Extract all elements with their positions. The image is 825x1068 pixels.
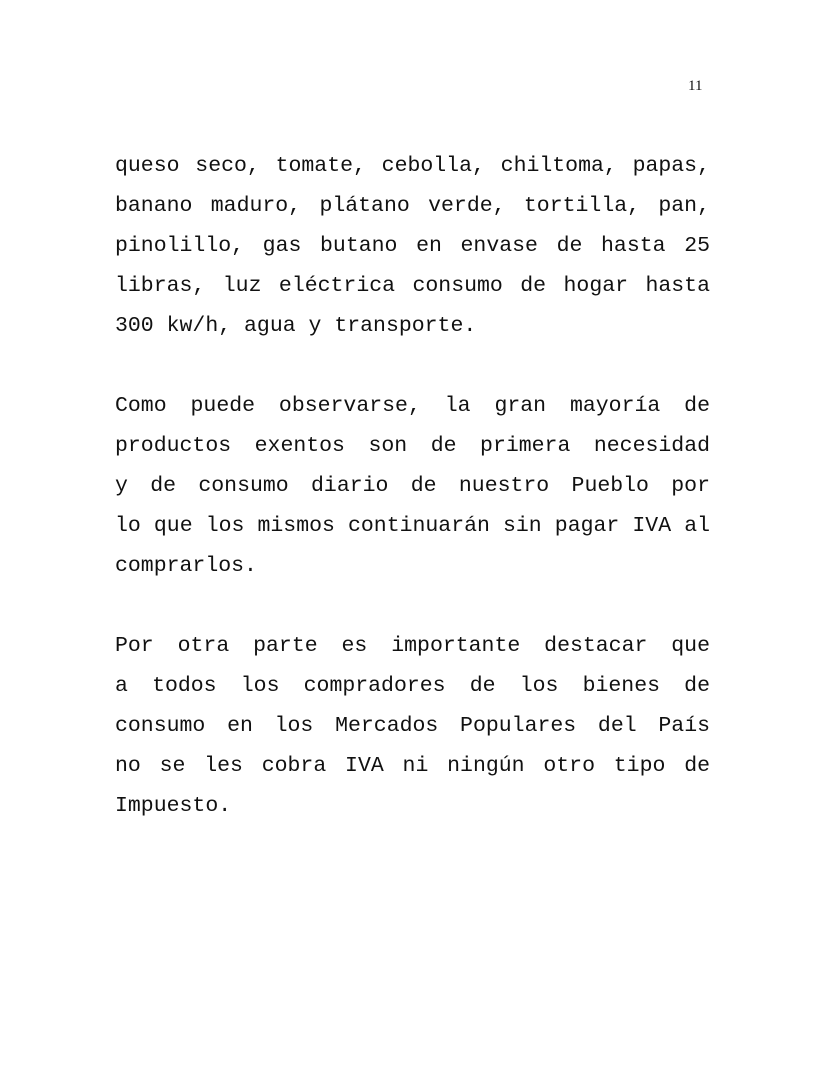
page-number: 11	[688, 78, 703, 94]
text-line: libras, luz eléctrica consumo de hogar hasta	[115, 274, 710, 298]
text-line: Por otra parte es importante destacar que	[115, 634, 710, 658]
document-body	[115, 146, 710, 866]
text-line: a todos los compradores de los bienes de	[115, 674, 710, 698]
text-line: productos exentos son de primera necesidad	[115, 434, 710, 458]
text-line: 300 kw/h, agua y transporte.	[115, 314, 477, 338]
text-line: comprarlos.	[115, 554, 257, 578]
text-line: banano maduro, plátano verde, tortilla, pan,	[115, 194, 710, 218]
text-line: pinolillo, gas butano en envase de hasta 25	[115, 234, 710, 258]
paragraph-3	[115, 626, 710, 826]
paragraph-1	[115, 146, 710, 346]
text-line: queso seco, tomate, cebolla, chiltoma, papas,	[115, 154, 710, 178]
text-line: Impuesto.	[115, 794, 232, 818]
text-line: Como puede observarse, la gran mayoría de	[115, 394, 710, 418]
paragraph-2	[115, 386, 710, 586]
text-line: lo que los mismos continuarán sin pagar IVA al	[115, 514, 710, 538]
text-line: y de consumo diario de nuestro Pueblo por	[115, 474, 710, 498]
text-line: no se les cobra IVA ni ningún otro tipo de	[115, 754, 710, 778]
text-line: consumo en los Mercados Populares del País	[115, 714, 710, 738]
